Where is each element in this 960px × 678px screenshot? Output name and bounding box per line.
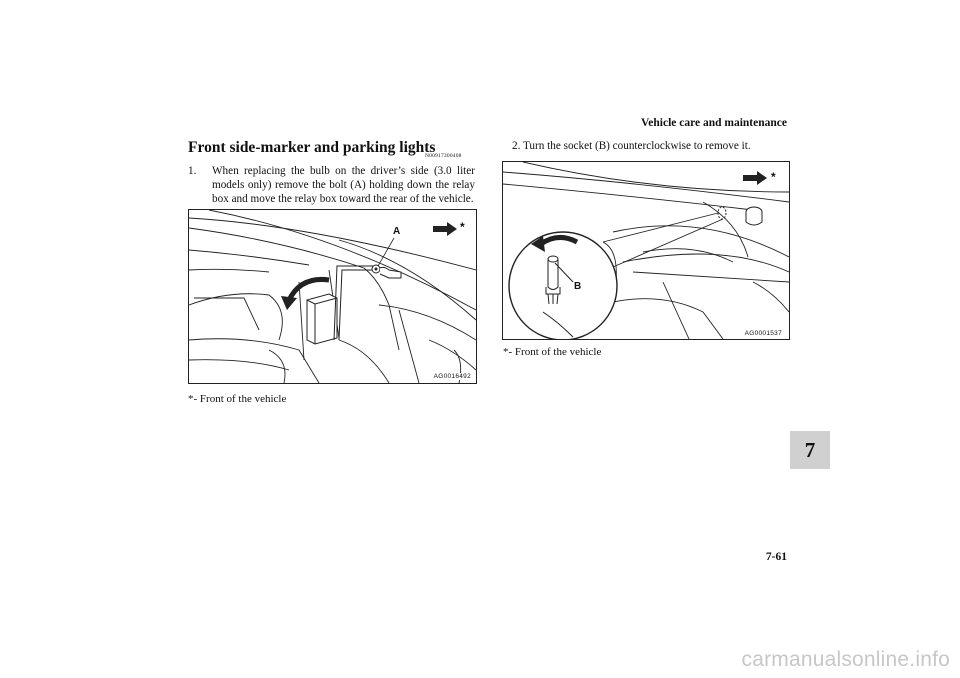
chapter-tab: 7 (790, 431, 830, 469)
step-1-text: When replacing the bulb on the driver’s side (3.0 liter models only) remove the bolt (A) holding down the relay box and move the relay box toward the rear of the vehicle. (212, 165, 475, 205)
figure-relay-box (188, 209, 477, 384)
front-arrow-star: * (460, 220, 465, 234)
running-header: Vehicle care and maintenance (641, 117, 787, 129)
document-code: N00917300408 (425, 153, 462, 159)
label-b: B (574, 281, 582, 292)
figure-code: AG0016492 (433, 373, 471, 380)
step-1-number: 1. (188, 165, 197, 177)
relay-box-illustration (189, 210, 476, 383)
label-a: A (393, 226, 401, 237)
step-2: 2. Turn the socket (B) counterclockwise to remove it. (512, 140, 751, 152)
figure-code: AG0001537 (744, 330, 782, 337)
front-arrow-star: * (771, 170, 776, 184)
figure-note: *- Front of the vehicle (188, 393, 287, 405)
figure-socket (502, 161, 790, 340)
page-number: 7-61 (765, 551, 787, 563)
watermark: carmanualsonline.info (741, 648, 950, 671)
figure-note: *- Front of the vehicle (503, 346, 602, 358)
socket-illustration (503, 162, 789, 339)
section-title: Front side-marker and parking lights (188, 139, 436, 156)
step-1 (188, 164, 475, 206)
